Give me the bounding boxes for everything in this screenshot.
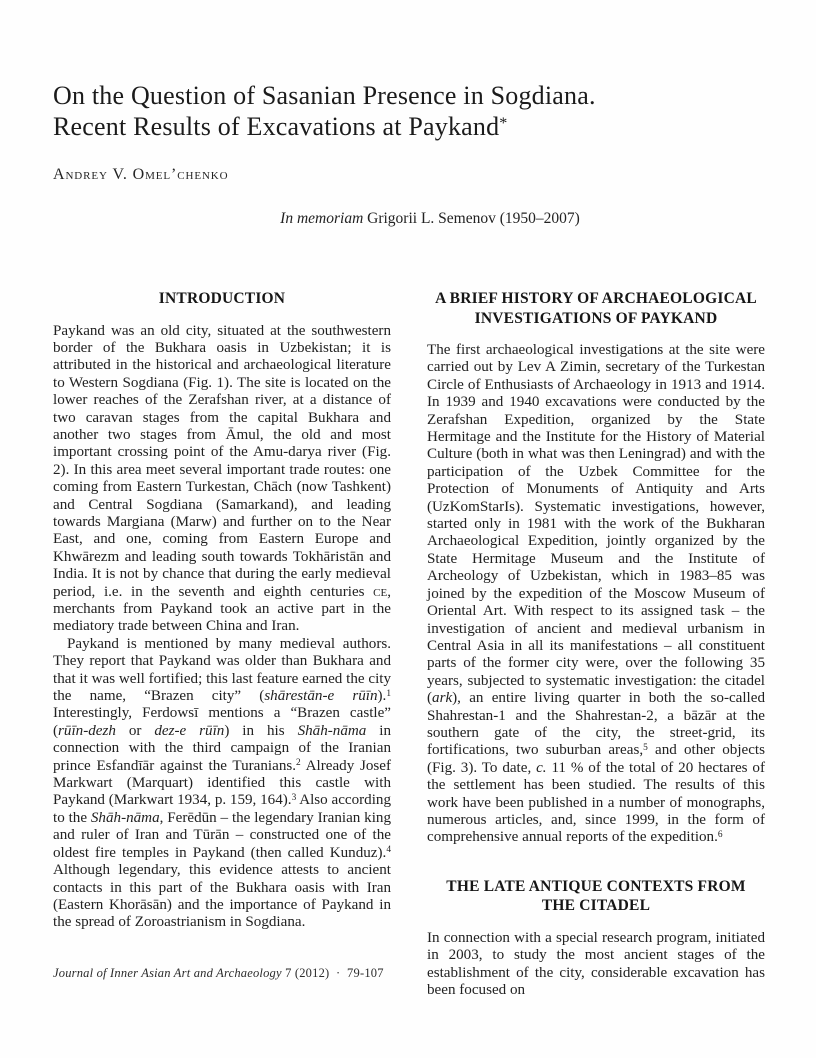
section-heading-brief-history: [427, 289, 765, 328]
text-segment: Paykand was an old city, situated at the southwestern border of the Bukhara oasis in Uzbekistan; it is attributed in the historical and archaeological literature to Western Sogdiana (Fig. 1). The site is located on the lower reaches of the Zerafshan river, at a distance of two caravan stages from the capital Bukhara and another two stages from Āmul, the old and most important crossing point of the Amu-darya river (Fig. 2). In this area meet several important trade routes: one coming from Eastern Turkestan, Chāch (now Tashkent) and Central Sogdiana (Samarkand), and leading towards Margiana (Marw) and further on to the Near East, and one, coming from Eastern Europe and Khwārezm and leading south towards Tokhāristān and India. It is not by chance that during the early medieval period, i.e. in the seventh and eighth centuries: [53, 322, 391, 600]
left-column: [53, 289, 391, 999]
right-column: [427, 289, 765, 999]
text-segment: Journal of Inner Asian Art and Archaeology: [53, 966, 282, 980]
text-segment: ) in his: [224, 722, 298, 739]
text-segment: In memoriam: [280, 210, 364, 227]
text-segment: shārestān-e rūīn: [264, 688, 378, 705]
text-segment: or: [115, 722, 155, 739]
text-segment: 7 (2012) · 79-107: [281, 966, 384, 980]
text-segment: 11 % of the total of 20 hectares of the settlement has been studied. The results of this work have been published in a number of monographs, numerous articles, and, since 1999, in the form of comprehensive annual reports of the expedition.: [427, 759, 765, 846]
article-title-line2: [53, 111, 765, 142]
text-segment: and other objects (Fig. 3). To date,: [427, 742, 765, 776]
two-column-body: [53, 289, 765, 999]
text-segment: In connection with a special research program, initiated in 2003, to study the most ancient stages of the establishment of the city, considerable excavation has been focused on: [427, 929, 765, 998]
heading-line: THE LATE ANTIQUE CONTEXTS FROM: [446, 877, 746, 895]
text-segment: ce: [373, 583, 388, 600]
footnote-ref: *: [499, 114, 508, 132]
paragraph-intro-2: [53, 636, 391, 932]
text-segment: ark: [432, 690, 453, 707]
paragraph-citadel-1: [427, 930, 765, 1000]
article-header: [53, 80, 765, 184]
paragraph-history-1: [427, 342, 765, 847]
text-segment: c.: [536, 759, 547, 776]
section-heading-introduction: [53, 289, 391, 309]
footnote-ref: 1: [386, 688, 391, 699]
text-segment: Interestingly, Ferdowsī mentions a “Brazen castle” (: [53, 705, 391, 739]
article-title-line1: On the Question of Sasanian Presence in Sogdiana.: [53, 81, 596, 110]
footnote-ref: 4: [386, 845, 391, 856]
dedication-line: [53, 210, 765, 228]
author-name: Andrey V. Omel’chenko: [53, 166, 229, 183]
paragraph-intro-1: [53, 323, 391, 636]
text-segment: ), an entire living quarter in both the so-called Shahrestan-1 and the Shahrestan-2, a bāzār at the southern gate of the city, the street-grid, its fortifications, two suburban areas,: [427, 690, 765, 759]
heading-line: INTRODUCTION: [158, 290, 286, 307]
heading-line: A BRIEF HISTORY OF ARCHAEOLOGICAL: [435, 290, 757, 307]
text-segment: Shāh-nāma: [90, 809, 160, 826]
text-segment: Also according to the: [53, 792, 391, 826]
footnote-ref: 5: [643, 743, 648, 754]
text-segment: Already Josef Markwart (Marquart) identified this castle with Paykand (Markwart 1934, p. 159, 164).: [53, 757, 391, 809]
text-segment: Shāh-nāma: [297, 722, 367, 739]
text-segment: dez-e rūīn: [154, 722, 225, 739]
journal-footer: [53, 966, 765, 981]
text-segment: ).: [377, 688, 387, 705]
article-title: [53, 80, 765, 142]
text-segment: The first archaeological investigations at the site were carried out by Lev A Zimin, secretary of the Turkestan Circle of Enthusiasts of Archaeology in 1913 and 1914. In 1939 and 1940 excavations were conducted by the Zerafshan Expedition, organized by the State Hermitage and the Institute for the History of Material Culture (both in what was then Leningrad) and with the participation of the Uzbek Committee for the Protection of Monuments of Antiquity and Arts (UzKomStarIs). Systematic investigations, however, started only in 1981 with the work of the Bukharan Archaeological Expedition, jointly organized by the State Hermitage Museum and the Institute of Archeology of Uzbekistan, which in 1983–85 was joined by the expedition of the Moscow Museum of Oriental Art. With respect to its assigned task – the investigation of ancient and medieval urbanism in Central Asia in all its manifestations – all constituent parts of the former city were, over the following 35 years, subjected to systematic investigation: the citadel (: [427, 342, 765, 707]
text-segment: Recent Results of Excavations at Paykand: [53, 112, 500, 141]
text-segment: in connection with the third campaign of the Iranian prince Esfandīār against the Turanians.: [53, 722, 392, 774]
text-segment: , Ferēdūn – the legendary Iranian king and ruler of Iran and Tūrān – constructed one of the oldest fire temples in Paykand (then called Kunduz).: [53, 809, 391, 861]
text-segment: Paykand is mentioned by many medieval authors. They report that Paykand was older than Bukhara and that it was well fortified; this last feature earned the city the name, “Brazen city” (: [53, 635, 391, 705]
text-segment: Grigorii L. Semenov (1950–2007): [363, 210, 580, 227]
section-heading-late-antique: [427, 877, 765, 916]
footnote-ref: 3: [291, 793, 297, 804]
text-segment: rūīn-dezh: [58, 722, 116, 739]
heading-line: THE CITADEL: [541, 897, 651, 915]
heading-line: INVESTIGATIONS OF PAYKAND: [474, 309, 718, 327]
text-segment: , merchants from Paykand took an active part in the mediatory trade between China and Iran.: [53, 583, 391, 635]
footnote-ref: 6: [717, 830, 723, 841]
text-segment: Although legendary, this evidence attests to ancient contacts in this part of the Bukhara oasis with Iran (Eastern Khorāsān) and the importance of Paykand in the spread of Zoroastrianism in Sogdiana.: [53, 862, 391, 931]
footnote-ref: 2: [296, 758, 301, 769]
